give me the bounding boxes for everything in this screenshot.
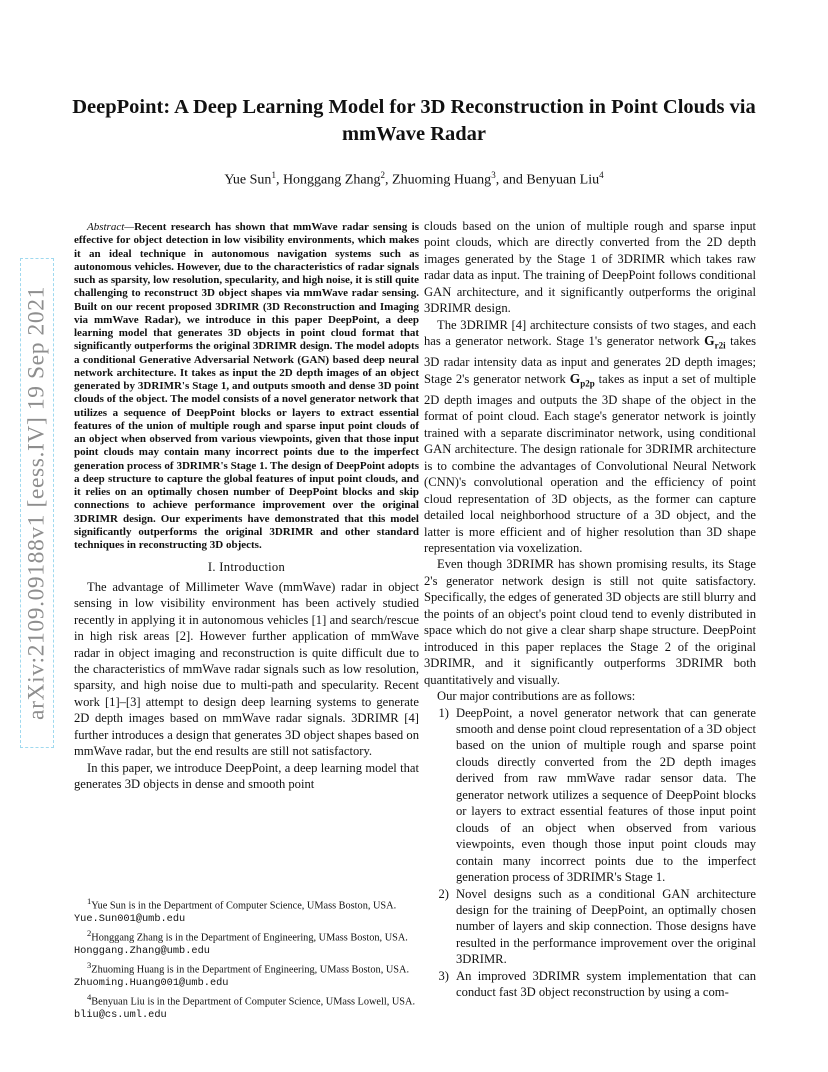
contribution-item [424,705,756,886]
section-heading-introduction [74,559,419,575]
abstract-label: Abstract [87,221,125,233]
math-symbol: G [704,333,715,349]
author-mark: 1 [271,170,276,180]
author-separator: , [385,172,393,188]
footnote [74,991,419,1022]
contribution-text: An improved 3DRIMR system implementation that can conduct fast 3D object reconstruction by using a com- [456,968,756,1000]
math-subscript: r2i [714,340,726,351]
contribution-number: 2) [438,886,449,901]
footnote-mark: 3 [87,960,92,971]
contribution-item [424,968,756,1001]
paragraph-text: takes as input a set of multiple 2D depth images and outputs the 3D shape of the object in the format of point cloud. Each stage's generator network is jointly trained with a separate discriminator network, using conditional GAN architecture. The design rationale for 3DRIMR architecture is to combine the advantages of Convolutional Neural Network (CNN)'s convolutional operation and the efficiency of point cloud representation of 3D objects, as the former can capture detailed local neighborhood structure of a 3D object, and the latter is more efficient and of higher resolution than 3D shape representation via voxelization. [424,371,757,555]
intro-paragraph-1: The advantage of Millimeter Wave (mmWave) radar in object sensing in low visibility environment has been actively studied recently in applying it in autonomous vehicles [1] and search/rescue in high risk areas [2]. However further application of mmWave radar in object imaging and reconstruction is quite difficult due to the characteristics of mmWave radar signals such as low resolution, sparsity, and high noise due to multi-path and specularity. Recent work [1]–[3] attempt to design deep learning systems to generate 2D depth images based on mmWave radar signals. 3DRIMR [4] further introduces a design that generates 3D object shapes based on mmWave radar, but the end results are still not satisfactory. [74,579,419,759]
abstract [74,221,419,552]
paragraph-text: takes 3D radar intensity data as input and generates 2D depth images; Stage 2's generator network [424,334,756,386]
author-mark: 2 [380,170,386,180]
right-paragraph-1: clouds based on the union of multiple rough and sparse input point clouds, which are directly converted from the 2D depth images generated by the Stage 1 of 3DRIMR which takes raw radar data as input. The training of DeepPoint follows conditional GAN architecture, and it significantly outperforms the original 3DRIMR design. [424,219,756,316]
paper-title: DeepPoint: A Deep Learning Model for 3D Reconstruction in Point Clouds via mmWave Radar [72,96,756,145]
abstract-text: Recent research has shown that mmWave radar sensing is effective for object detection in low visibility environments, which makes it an ideal technique in autonomous navigation systems such as autonomous vehicles. However, due to the characteristics of radar signals such as sparsity, low resolution, specularity, and high noise, it is still quite challenging to reconstruct 3D object shapes via mmWave radar sensing. Built on our recent proposed 3DRIMR (3D Reconstruction and Imaging via mmWave Radar), we introduce in this paper DeepPoint, a deep learning model that generates 3D objects in point cloud format that significantly outperforms the original 3DRIMR design. The model adopts a conditional Generative Adversarial Network (GAN) based deep neural network architecture. It takes as input the 2D depth images of an object generated by 3DRIMR's Stage 1, and outputs smooth and dense 3D point clouds of the object. The model consists of a novel generator network that utilizes a sequence of DeepPoint blocks or layers to extract essential features of the union of multiple rough and sparse input point clouds of an object when observed from various viewpoints, given that those input point clouds may contain many incorrect points due to the imperfect generation process of 3DRIMR's Stage 1. The design of DeepPoint adopts a deep structure to capture the global features of input point clouds, and it relies on an optimally chosen number of DeepPoint blocks and skip connections to achieve performance improvement over the original 3DRIMR design. Our experiments have demonstrated that this model significantly outperforms the original 3DRIMR and other standard techniques in reconstructing 3D objects. [74,221,419,551]
intro-paragraph-2: In this paper, we introduce DeepPoint, a deep learning model that generates 3D objects in dense and smooth point [74,760,419,792]
footnote-text: Yue Sun is in the Department of Computer Science, UMass Boston, USA. [91,900,397,912]
arxiv-id-text: arXiv:2109.09188v1 [eess.IV] 19 Sep 2021 [23,286,50,720]
contribution-text: DeepPoint, a novel generator network that can generate smooth and dense point cloud representation of a 3D object based on the union of multiple rough and sparse point clouds directly converted from the 2D depth images derived from raw mmWave radar sensor data. The generator network utilizes a sequence of DeepPoint blocks or layers to extract essential features of those input point clouds of an object when observed from various viewpoints, even though those input point clouds may contain many incorrect points due to the imperfect generation process of 3DRIMR's Stage 1. [456,705,756,885]
right-paragraph-4: Our major contributions are as follows: [437,689,636,704]
author-name: Honggang Zhang [282,172,381,188]
section-heading-text: I. Introduction [207,560,286,575]
author-name: Zhuoming Huang [392,172,492,188]
author-name: Yue Sun [224,172,272,188]
footnote [74,927,419,958]
footnote-text: Zhuoming Huang is in the Department of Engineering, UMass Boston, USA. [91,964,410,976]
contribution-item [424,886,756,968]
right-paragraph-3: Even though 3DRIMR has shown promising results, its Stage 2's generator network design is still not quite satisfactory. Specifically, the edges of generated 3D objects are still blurry and the points of an object's point cloud tend to evenly distributed in space which do not give a clear sharp shape structure. DeepPoint introduced in this paper replaces the Stage 2 of the original 3DRIMR, and it significantly outperforms 3DRIMR both quantitatively and visually. [424,557,756,687]
footnote [74,895,419,926]
footnote-email[interactable]: Honggang.Zhang@umb.edu [74,945,210,958]
contribution-number: 1) [438,705,449,720]
contribution-text: Novel designs such as a conditional GAN architecture design for the training of DeepPoint, an optimally chosen number of layers and skip connection. Those designs have resulted in the performance improvement over the original 3DRIMR. [456,886,756,967]
footnotes [74,895,419,1023]
arxiv-identifier-stamp [20,258,54,748]
author-list [60,170,768,189]
footnote [74,959,419,990]
generator-symbol-r2i [704,333,726,351]
math-subscript: p2p [580,378,595,389]
footnote-mark: 4 [87,992,92,1003]
abstract-dash: — [124,221,135,233]
author-name: Benyuan Liu [526,172,600,188]
footnote-mark: 1 [87,896,92,906]
right-paragraph-2 [424,317,756,557]
author-separator: , and [495,172,527,188]
footnote-email[interactable]: bliu@cs.uml.edu [74,1009,167,1022]
right-column [424,218,756,1001]
footnote-email[interactable]: Zhuoming.Huang001@umb.edu [74,977,229,990]
footnote-text: Honggang Zhang is in the Department of Engineering, UMass Boston, USA. [91,932,408,944]
author-separator: , [275,172,283,188]
contribution-number: 3) [438,968,449,983]
author-mark: 4 [599,170,604,180]
footnote-email[interactable]: Yue.Sun001@umb.edu [74,913,186,926]
math-symbol: G [569,370,581,386]
author-mark: 3 [491,170,496,180]
paragraph-text: The 3DRIMR [4] architecture consists of two stages, and each has a generator network. Stage 1's generator network [424,317,756,349]
footnote-mark: 2 [87,928,92,939]
generator-symbol-p2p [569,370,595,389]
footnote-text: Benyuan Liu is in the Department of Computer Science, UMass Lowell, USA. [91,996,416,1008]
left-column [74,221,419,793]
